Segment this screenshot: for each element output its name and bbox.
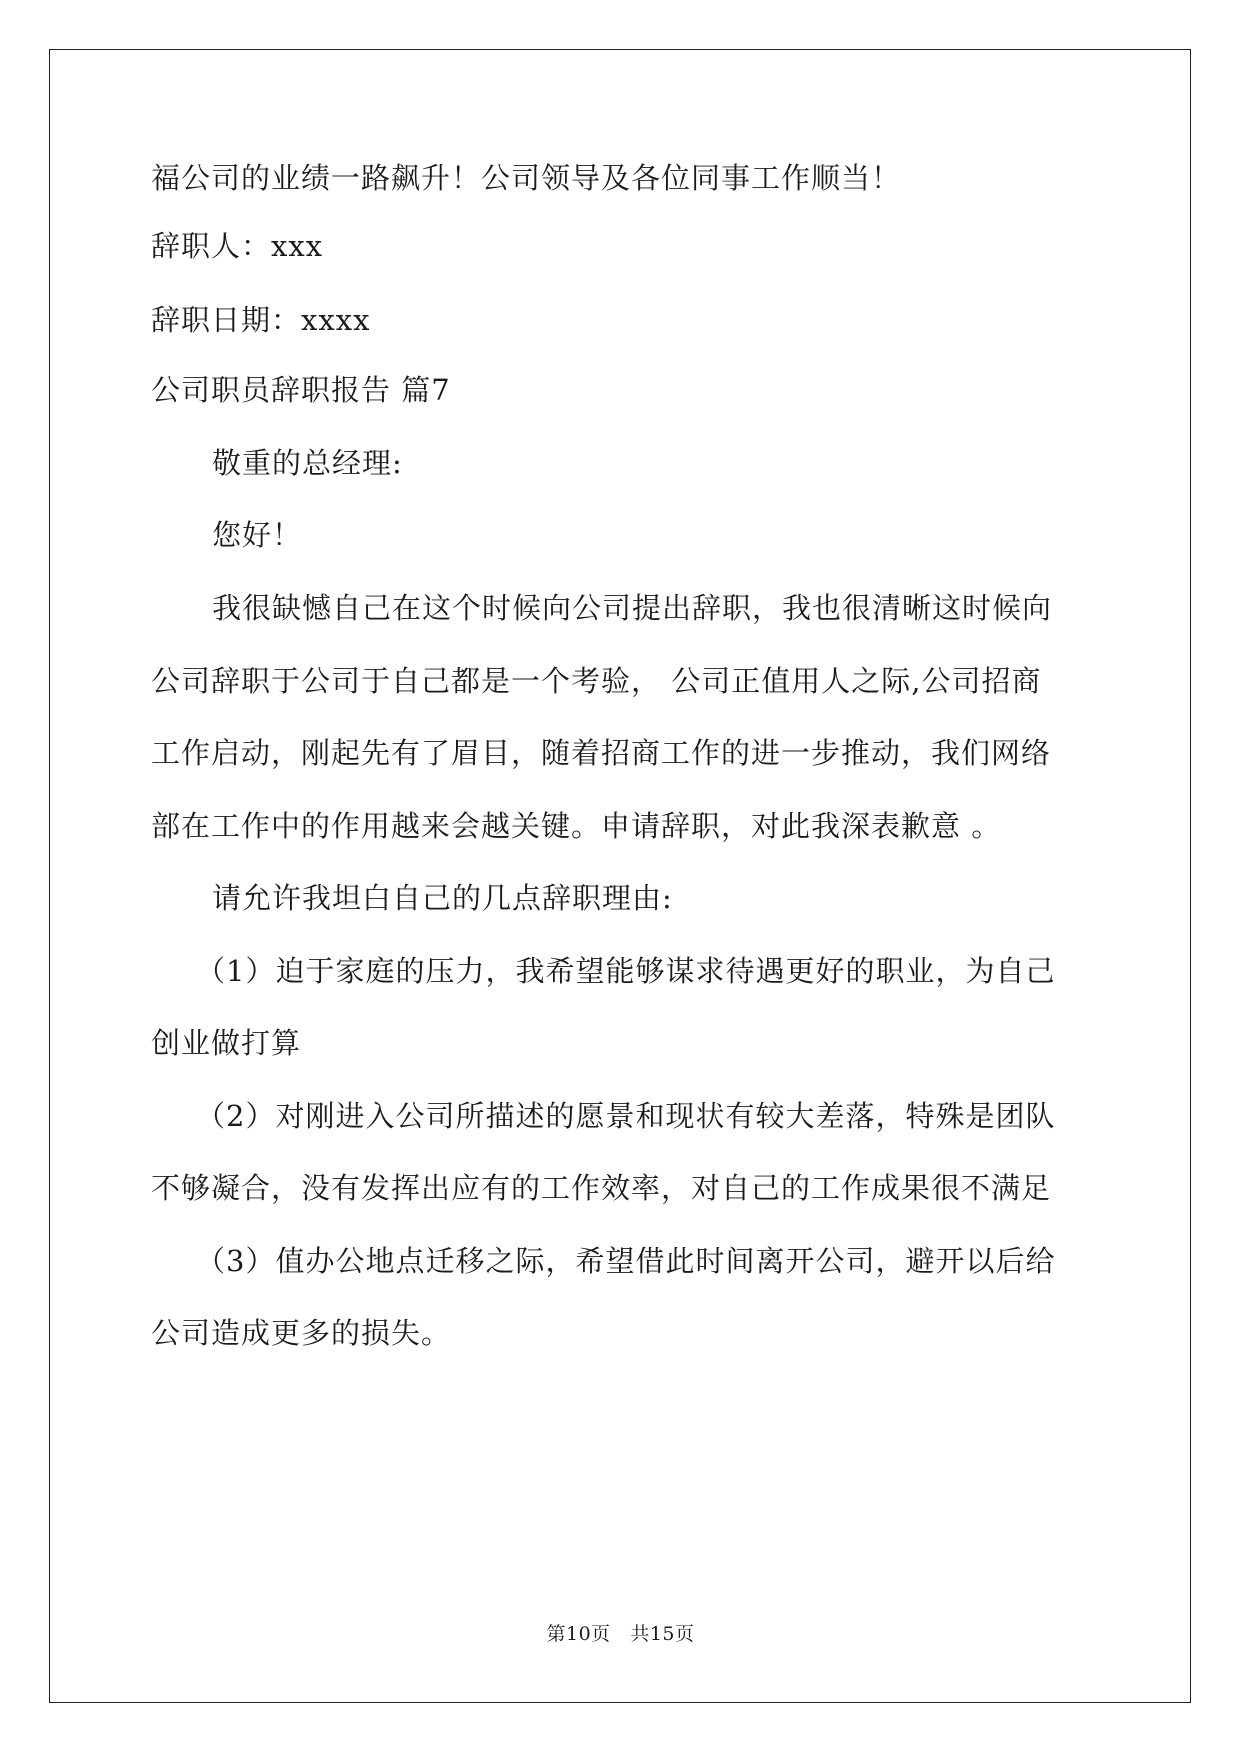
reason-item-line: （2）对刚进入公司所描述的愿景和现状有较大差落，特殊是团队 [196,1099,1056,1133]
resigner-line: 辞职人：xxx [151,229,324,263]
body-paragraph-line: 公司辞职于公司于自己都是一个考验， 公司正值用人之际,公司招商 [151,664,1042,698]
resignation-date-line: 辞职日期：xxxx [151,303,371,337]
page-number: 10 [565,1623,592,1645]
section-heading: 公司职员辞职报告 篇7 [151,373,451,407]
page-border [49,49,1191,1703]
total-pages: 15 [649,1623,676,1645]
page-footer [0,1622,1241,1646]
reason-item-line: 创业做打算 [151,1026,302,1060]
total-unit: 页 [675,1623,695,1645]
page-unit: 页 [591,1623,611,1645]
reasons-intro: 请允许我坦白自己的几点辞职理由: [212,881,673,915]
body-paragraph-line: 我很缺憾自己在这个时候向公司提出辞职，我也很清晰这时候向 [212,591,1053,625]
body-paragraph-line: 工作启动，刚起先有了眉目，随着招商工作的进一步推动，我们网络 [151,736,1052,770]
closing-wish-line: 福公司的业绩一路飙升！公司领导及各位同事工作顺当！ [151,161,902,195]
reason-item-line: （1）迫于家庭的压力，我希望能够谋求待遇更好的职业，为自己 [196,954,1056,988]
reason-item-line: 不够凝合，没有发挥出应有的工作效率，对自己的工作成果很不满足 [151,1171,1052,1205]
reason-item-line: （3）值办公地点迁移之际，希望借此时间离开公司，避开以后给 [196,1244,1056,1278]
salutation: 敬重的总经理: [212,446,403,480]
greeting: 您好！ [212,518,303,552]
total-prefix: 共 [630,1623,650,1645]
reason-item-line: 公司造成更多的损失。 [151,1316,452,1350]
page-prefix: 第 [546,1623,566,1645]
body-paragraph-line: 部在工作中的作用越来会越关键。申请辞职，对此我深表歉意 。 [151,809,1002,843]
